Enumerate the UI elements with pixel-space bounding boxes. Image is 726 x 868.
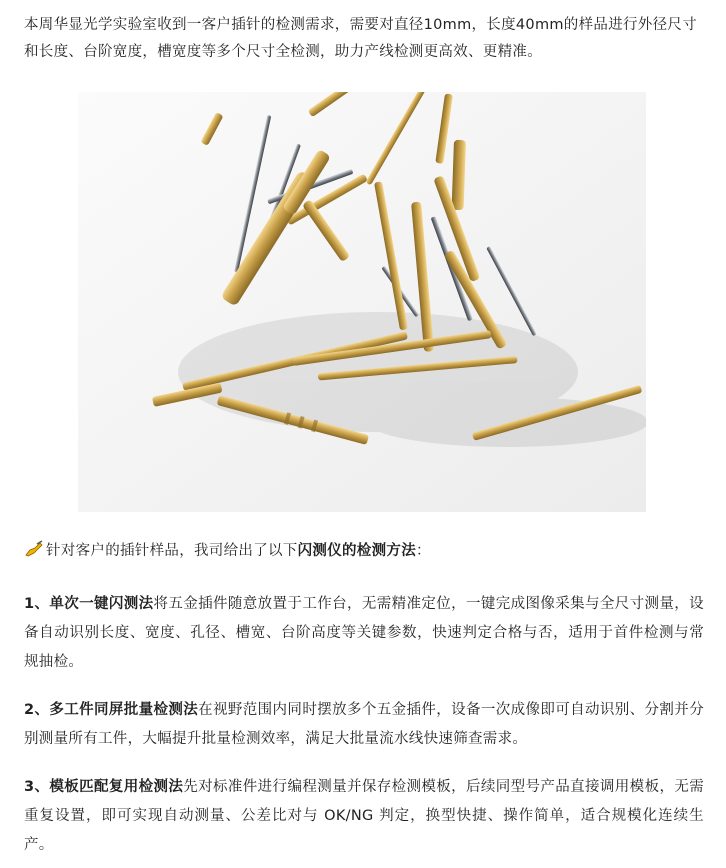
method-1-title: 1、单次一键闪测法 <box>24 596 154 612</box>
lead-text-after: ： <box>416 543 431 559</box>
pins-illustration <box>78 92 646 512</box>
method-1-paragraph <box>24 590 704 677</box>
method-3-body: 先对标准件进行编程测量并保存检测模板，后续同型号产品直接调用模板，无需重复设置，即可实现自动测量、公差比对与 OK/NG 判定，换型快捷、操作简单，适合规模化连续生产。 <box>24 779 705 853</box>
method-1-body: 将五金插件随意放置于工作台，无需精准定位，一键完成图像采集与全尺寸测量，设备自动识别长度、宽度、孔径、槽宽、台阶高度等关键参数，快速判定合格与否，适用于首件检测与常规抽检。 <box>24 596 704 670</box>
method-2-body: 在视野范围内同时摆放多个五金插件，设备一次成像即可自动识别、分割并分别测量所有工件，大幅提升批量检测效率，满足大批量流水线快速筛查需求。 <box>24 702 704 747</box>
method-2-paragraph <box>24 696 704 754</box>
writing-hand-icon <box>24 540 44 558</box>
method-3-paragraph <box>24 773 704 860</box>
method-3-title: 3、模板匹配复用检测法 <box>24 779 184 795</box>
sample-pins-photo <box>78 92 646 512</box>
intro-paragraph: 本周华显光学实验室收到一客户插针的检测需求，需要对直径10mm，长度40mm的样品进行外径尺寸和长度、台阶宽度，槽宽度等多个尺寸全检测，助力产线检测更高效、更精准。 <box>24 17 697 60</box>
lead-text-before: 针对客户的插针样品，我司给出了以下 <box>46 543 298 559</box>
lead-highlight: 闪测仪的检测方法 <box>297 543 417 559</box>
method-2-title: 2、多工件同屏批量检测法 <box>24 702 199 718</box>
lead-paragraph <box>24 538 704 564</box>
